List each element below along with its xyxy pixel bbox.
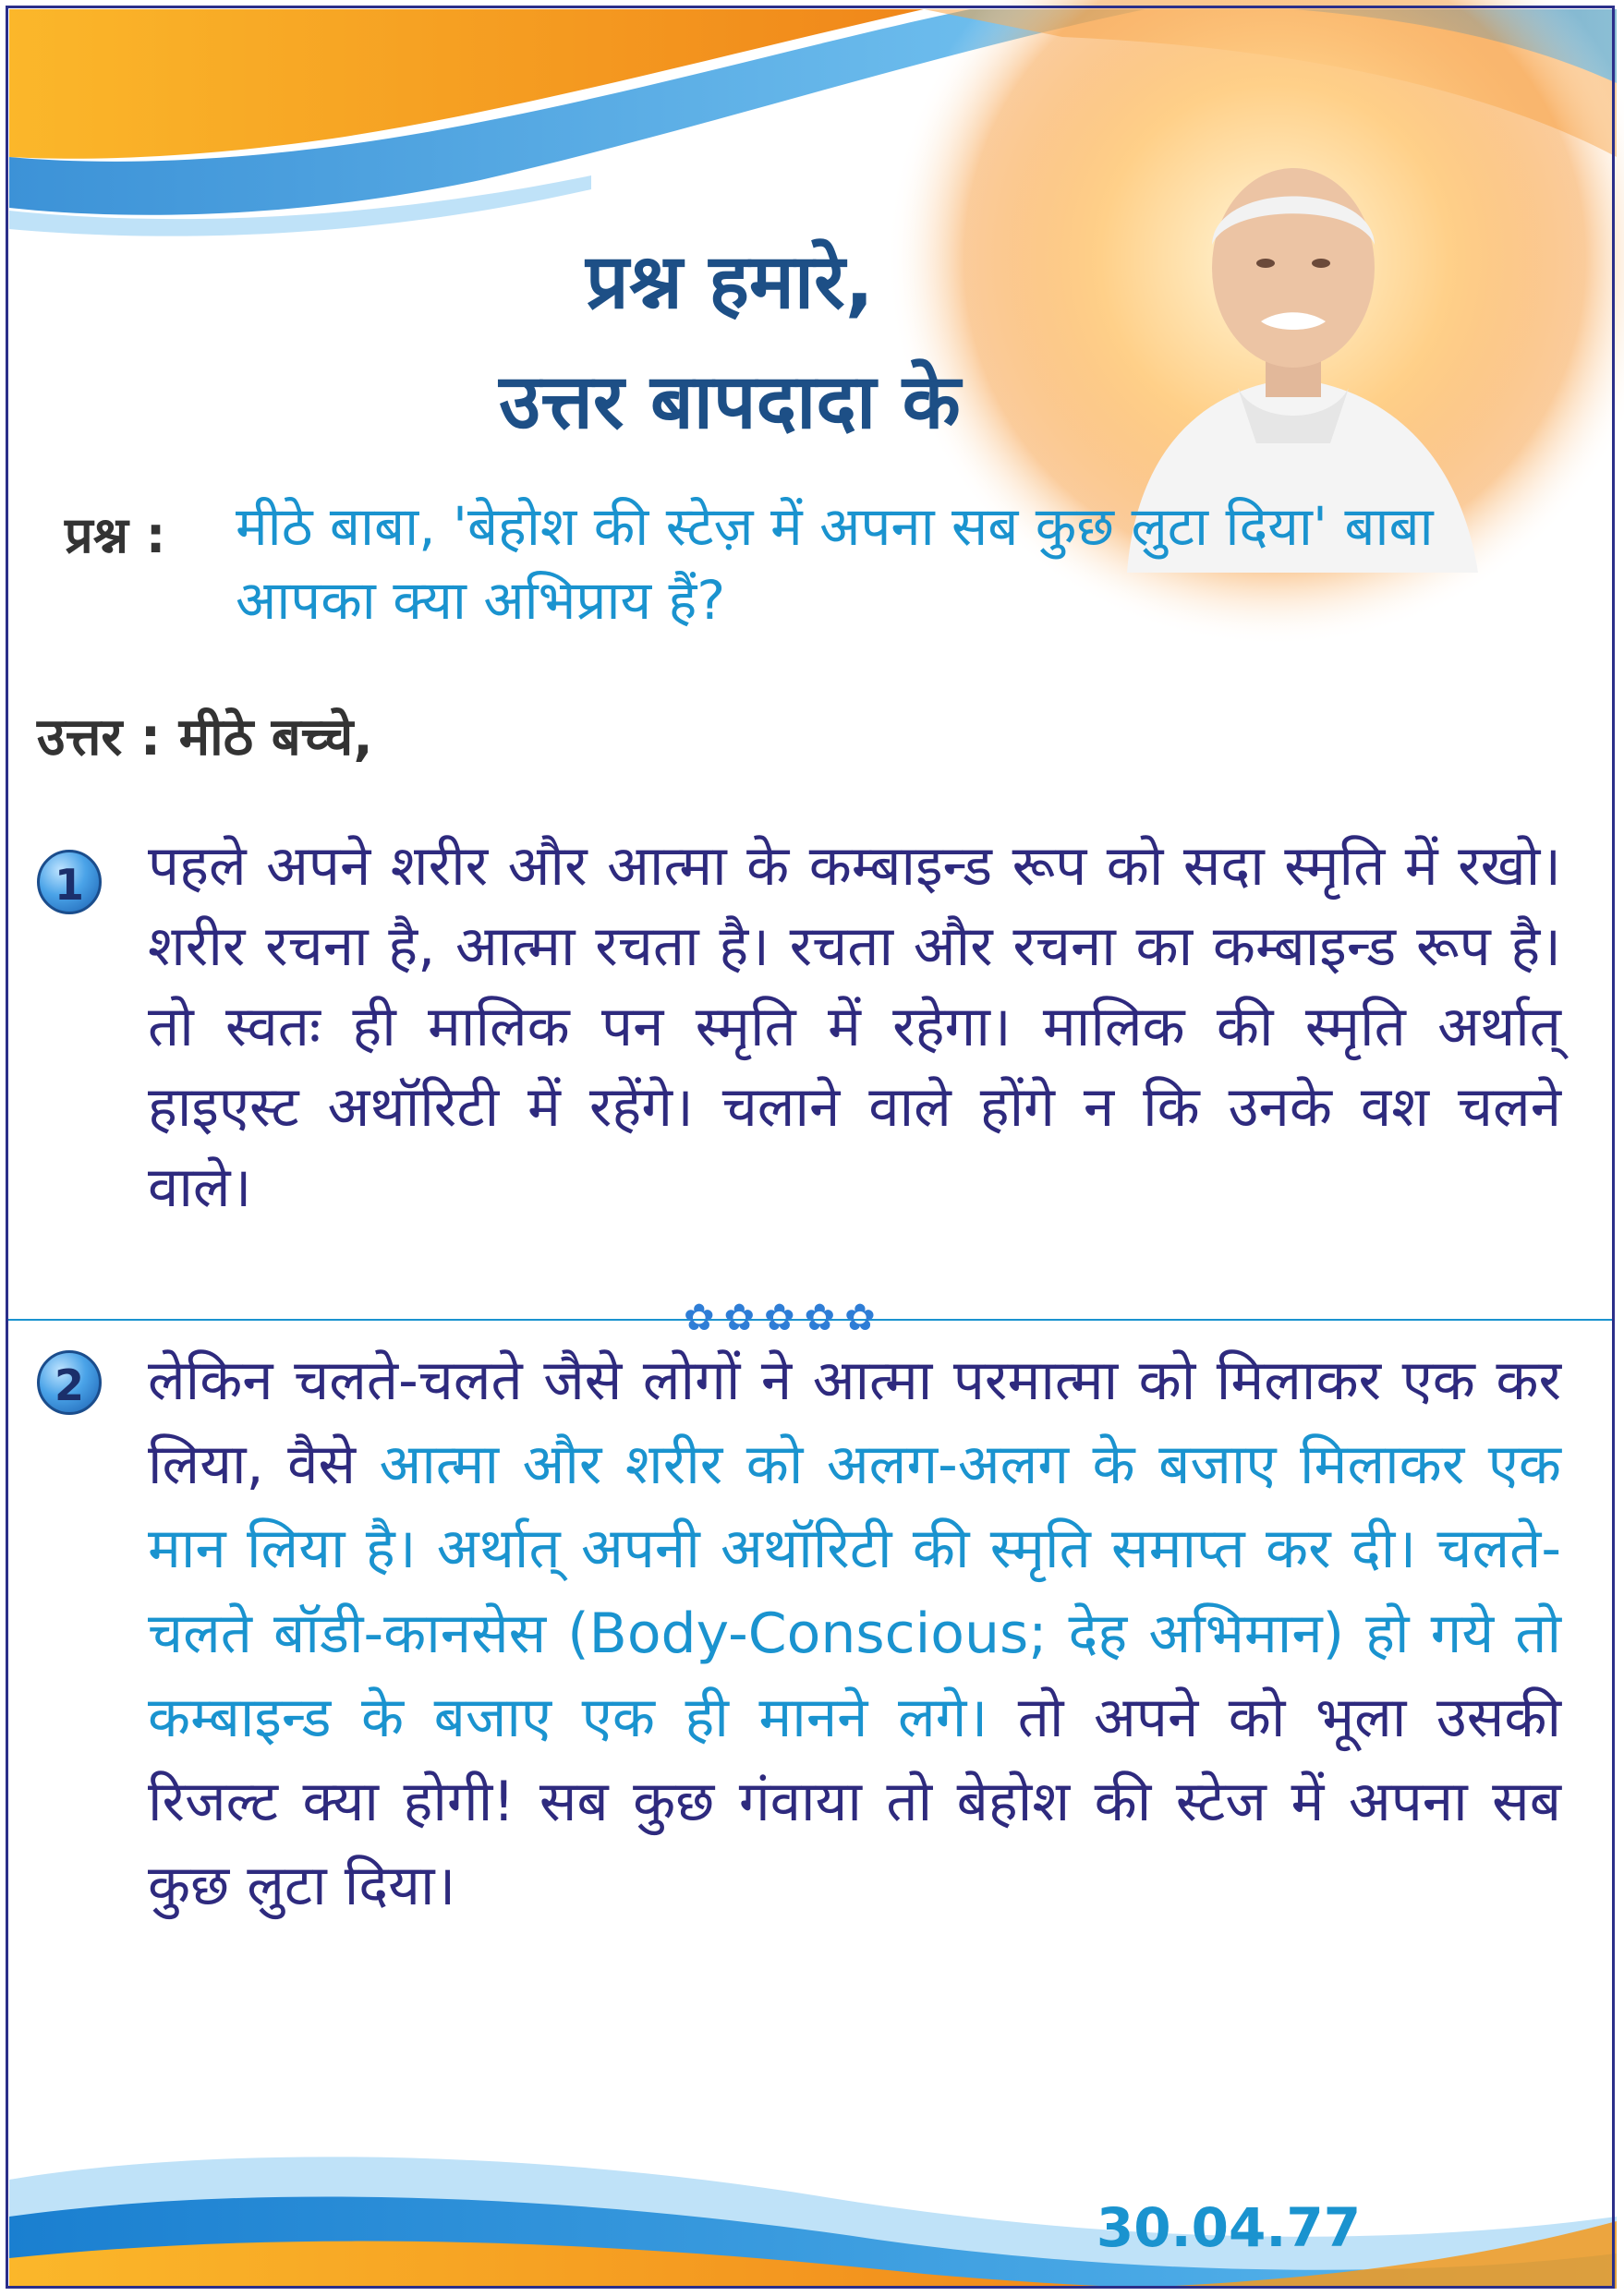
question-text: मीठे बाबा, 'बेहोश की स्टेज़ में अपना सब कुछ लुटा दिया' बाबा आपका क्या अभिप्राय हैं? xyxy=(236,495,1434,633)
divider-flower-ornament: ✿✿✿✿✿ xyxy=(684,1297,885,1339)
date-label: 30.04.77 xyxy=(1096,2196,1362,2259)
page-title-line-1: प्रश्न हमारे, xyxy=(586,238,874,326)
answer-point-2-text xyxy=(148,1339,1561,1928)
point-number-1-badge: 1 xyxy=(37,850,102,914)
page-title-line-2: उत्तर बापदादा के xyxy=(499,358,961,446)
point-2-text-part-c: तो अपने को भूला उसकी रिजल्ट क्या होगी! सब कुछ गंवाया तो बेहोश की स्टेज में अपना सब कुछ लुटा दिया। xyxy=(148,1685,1561,1919)
point-2-highlighted-text: आत्मा और शरीर को अलग-अलग के बजाए मिलाकर एक मान लिया है। अर्थात् अपनी अथॉरिटी की स्मृति समाप्त कर दी। चलते- चलते बॉडी-कानसेस (Body-Conscious; देह अभिमान) हो गये तो कम्बाइन्ड के बजाए एक ही मानने लगे। xyxy=(148,1432,1561,1750)
answer-point-1-text: पहले अपने शरीर और आत्मा के कम्बाइन्ड रूप को सदा स्मृति में रखो। शरीर रचना है, आत्मा रचता है। रचता और रचना का कम्बाइन्ड रूप है। तो स्वतः ही मालिक पन स्मृति में रहेगा। मालिक की स्मृति अर्थात् हाइएस्ट अथॉरिटी में रहेंगे। चलाने वाले होंगे न कि उनके वश चलने वाले। xyxy=(148,834,1561,1220)
point-2-text-part-a: लेकिन चलते-चलते जैसे लोगों ने आत्मा परमात्मा को मिलाकर एक कर लिया, वैसे xyxy=(148,1348,1561,1498)
question-label: प्रश्न : xyxy=(65,506,166,564)
answer-label: उत्तर : मीठे बच्चे, xyxy=(37,707,373,767)
point-number-2-badge: 2 xyxy=(37,1350,102,1415)
